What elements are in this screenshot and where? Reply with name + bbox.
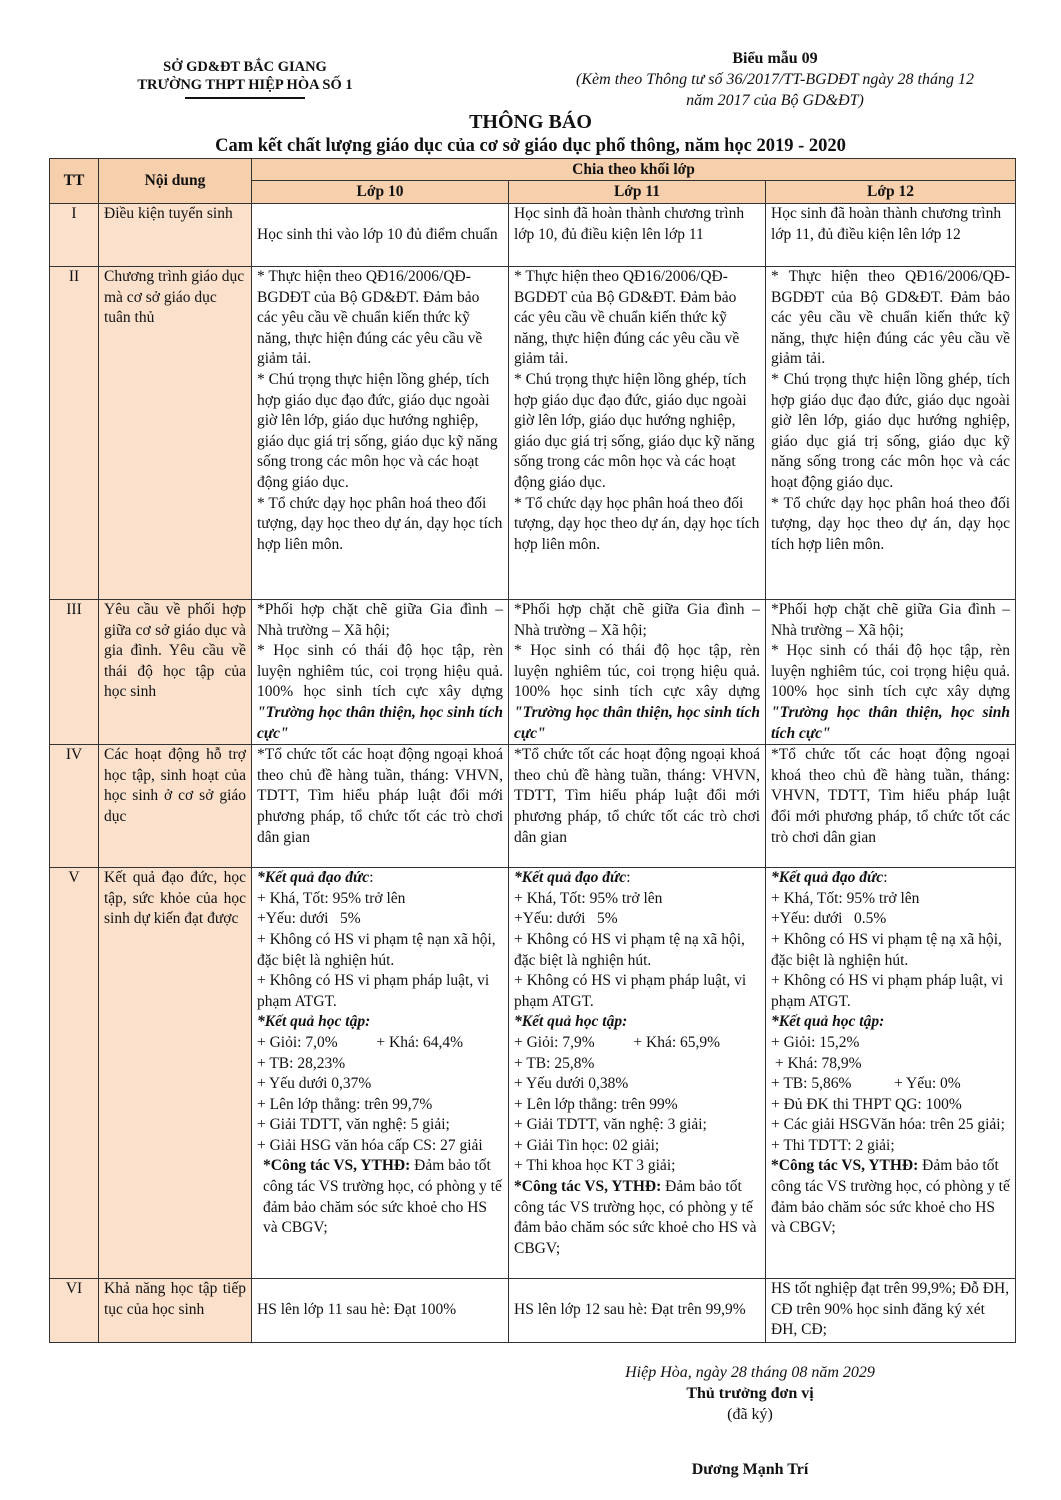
header-tt: TT [50, 159, 99, 204]
cell-paragraph: * Chú trọng thực hiện lồng ghép, tích hợp giáo dục đạo đức, giáo dục ngoài giờ lên lớp, giáo dục hướng nghiệp, giáo dục giá trị sống, giáo dục kỹ năng sống trong các môn học và các hoạt động giáo dục. [771, 370, 1011, 491]
row-content: Yêu cầu về phối hợp giữa cơ sở giáo dục và gia đình. Yêu cầu về thái độ học tập của học sinh [99, 600, 252, 745]
grade-11-cell: *Tổ chức tốt các hoạt động ngoại khoá theo chủ đề hàng tuần, tháng: VHVN, TDTT, Tìm hiểu pháp luật đổi mới phương pháp, tổ chức tốt các trò chơi dân gian [509, 745, 766, 868]
grade-10-cell: Học sinh thi vào lớp 10 đủ điểm chuẩn [252, 204, 509, 267]
cell-paragraph: *Phối hợp chặt chẽ giữa Gia đình – Nhà trường – Xã hội; [514, 601, 760, 639]
health-text: Đảm bảo tốt công tác VS trường học, có phòng y tế đảm bảo chăm sóc sức khoẻ cho HS và CBGV; [263, 1157, 502, 1237]
department-name: SỞ GD&ĐT BẮC GIANG [163, 59, 327, 75]
grade-12-cell: HS tốt nghiệp đạt trên 99,9%; Đỗ ĐH, CĐ trên 90% học sinh đăng ký xét ĐH, CĐ; [766, 1279, 1016, 1343]
cell-paragraph: * Tổ chức dạy học phân hoá theo đối tượng, dạy học theo dự án, dạy học tích hợp liên môn. [514, 494, 760, 553]
result-line: + TB: 28,23% [257, 1054, 346, 1072]
grade-10-cell: HS lên lớp 11 sau hè: Đạt 100% [252, 1279, 509, 1343]
health-heading: *Công tác VS, YTHĐ: [514, 1178, 662, 1196]
result-line: + Không có HS vi phạm tệ nạn xã hội, đặc biệt là nghiện hút. [257, 930, 496, 969]
result-line: + Không có HS vi phạm tệ nạ xã hội, đặc biệt là nghiện hút. [771, 930, 1002, 969]
result-line: + Đủ ĐK thi THPT QG: 100% [771, 1095, 962, 1113]
result-line: + TB: 5,86% + Yếu: 0% [771, 1075, 961, 1093]
grade-10-cell [252, 267, 509, 600]
row-number: II [50, 267, 99, 600]
cell-paragraph: * Học sinh có thái độ học tập, rèn luyện nghiêm túc, coi trọng hiệu quả. 100% học sinh tích cực xây dựng [514, 642, 760, 701]
cell-paragraph: * Chú trọng thực hiện lồng ghép, tích hợp giáo dục đạo đức, giáo dục ngoài giờ lên lớp, giáo dục hướng nghiệp, giáo dục giá trị sống, giáo dục kỹ năng sống trong các môn học và các hoạt động giáo dục. [514, 370, 755, 491]
health-heading: *Công tác VS, YTHĐ: [771, 1157, 919, 1175]
grade-12-cell [766, 267, 1016, 600]
row-number: III [50, 600, 99, 745]
result-line: + Khá, Tốt: 95% trở lên [514, 889, 663, 907]
cell-paragraph: * Tổ chức dạy học phân hoá theo đối tượng, dạy học theo dự án, dạy học tích hợp liên môn. [257, 494, 503, 553]
result-line: + Giỏi: 7,0% + Khá: 64,4% [257, 1033, 464, 1051]
result-line: + Thi TDTT: 2 giải; [771, 1136, 895, 1154]
grade-11-cell: Học sinh đã hoàn thành chương trình lớp 10, đủ điều kiện lên lớp 11 [509, 204, 766, 267]
row-content: Khả năng học tập tiếp tục của học sinh [99, 1279, 252, 1343]
grade-11-cell [509, 267, 766, 600]
row-number: V [50, 868, 99, 1279]
reference-line-1: (Kèm theo Thông tư số 36/2017/TT-BGDĐT ngày 28 tháng 12 [576, 71, 974, 88]
result-line: + Giải TDTT, văn nghệ: 3 giải; [514, 1116, 707, 1134]
ethics-heading: *Kết quả đạo đức [257, 869, 370, 887]
form-number: Biểu mẫu 09 [732, 50, 818, 67]
health-heading: *Công tác VS, YTHĐ: [263, 1157, 411, 1175]
row-content: Chương trình giáo dục mà cơ sở giáo dục tuân thủ [99, 267, 252, 600]
cell-paragraph: * Học sinh có thái độ học tập, rèn luyện nghiêm túc, coi trọng hiệu quả. 100% học sinh tích cực xây dựng [771, 642, 1011, 701]
result-line: + Giải TDTT, văn nghệ: 5 giải; [257, 1116, 450, 1134]
result-line: + Không có HS vi phạm pháp luật, vi phạm ATGT. [771, 972, 1004, 1010]
result-line: + Các giải HSGVăn hóa: trên 25 giải; [771, 1116, 1005, 1134]
grade-11-cell: HS lên lớp 12 sau hè: Đạt trên 99,9% [509, 1279, 766, 1343]
cell-paragraph: * Thực hiện theo QĐ16/2006/QĐ-BGDĐT của Bộ GD&ĐT. Đảm bảo các yêu cầu về chuẩn kiến thức kỹ năng, thực hiện đúng các yêu cầu về giảm tải. [257, 268, 483, 368]
table-row [50, 267, 1016, 600]
row-number: VI [50, 1279, 99, 1343]
cell-paragraph: * Thực hiện theo QĐ16/2006/QĐ-BGDĐT của Bộ GD&ĐT. Đảm bảo các yêu cầu về chuẩn kiến thức kỹ năng, thực hiện đúng các yêu cầu về giảm tải. [514, 268, 740, 368]
signed-note: (đã ký) [727, 1406, 773, 1423]
result-line: +Yếu: dưới 0.5% [771, 910, 887, 928]
ethics-heading: *Kết quả đạo đức [514, 869, 627, 887]
table-row [50, 868, 1016, 1279]
result-line: + Không có HS vi phạm tệ nạ xã hội, đặc biệt là nghiện hút. [514, 930, 745, 969]
signer-role: Thủ trưởng đơn vị [686, 1385, 814, 1402]
document-title: THÔNG BÁO [469, 111, 592, 133]
study-heading: *Kết quả học tập: [771, 1013, 885, 1031]
result-line: + Giải HSG văn hóa cấp CS: 27 giải [257, 1136, 483, 1154]
header-grade-11: Lớp 11 [509, 181, 766, 204]
grade-12-cell: *Kết quả đạo đức: + Khá, Tốt: 95% trở lên +Yếu: dưới 0.5% + Không có HS vi phạm tệ nạ xã hội, đặc biệt là nghiện hút. + Không có HS vi phạm pháp luật, vi phạm ATGT. *Kết quả học tập: + Giỏi: 15,2% + Khá: 78,9% + TB: 5,86% + Yếu: 0% + Đủ ĐK thi THPT QG: 100% + Các giải HSGVăn hóa: trên 25 giải; + Thi TDTT: 2 giải; *Công tác VS, YTHĐ: Đảm bảo tốt công tác VS trường học, có phòng y tế đảm bảo chăm sóc sức khoẻ cho HS và CBGV; [766, 868, 1016, 1279]
cell-paragraph: * Chú trọng thực hiện lồng ghép, tích hợp giáo dục đạo đức, giáo dục ngoài giờ lên lớp, giáo dục hướng nghiệp, giáo dục giá trị sống, giáo dục kỹ năng sống trong các môn học và các hoạt động giáo dục. [257, 370, 498, 491]
result-line: + Giải Tin học: 02 giải; [514, 1136, 660, 1154]
grade-12-cell: Học sinh đã hoàn thành chương trình lớp 11, đủ điều kiện lên lớp 12 [766, 204, 1016, 267]
result-line: + Giỏi: 7,9% + Khá: 65,9% [514, 1033, 721, 1051]
health-text: Đảm bảo tốt công tác VS trường học, có phòng y tế đảm bảo chăm sóc sức khoẻ cho HS và CBGV; [771, 1157, 1010, 1237]
cell-paragraph: * Thực hiện theo QĐ16/2006/QĐ-BGDĐT của Bộ GD&ĐT. Đảm bảo các yêu cầu về chuẩn kiến thức kỹ năng, thực hiện đúng các yêu cầu về giảm tải. [771, 268, 1011, 368]
cell-paragraph: *Phối hợp chặt chẽ giữa Gia đình – Nhà trường – Xã hội; [257, 601, 503, 639]
grade-12-cell: *Tổ chức tốt các hoạt động ngoại khoá theo chủ đề hàng tuần, tháng: VHVN, TDTT, Tìm hiểu pháp luật đổi mới phương pháp, tổ chức tốt các trò chơi dân gian [766, 745, 1016, 868]
cell-paragraph: *Phối hợp chặt chẽ giữa Gia đình – Nhà trường – Xã hội; [771, 601, 1011, 639]
reference-line-2: năm 2017 của Bộ GD&ĐT) [686, 92, 864, 109]
commitment-table [49, 158, 1016, 1343]
grade-10-cell: *Tổ chức tốt các hoạt động ngoại khoá theo chủ đề hàng tuần, tháng: VHVN, TDTT, Tìm hiểu pháp luật đổi mới phương pháp, tổ chức tốt các trò chơi dân gian [252, 745, 509, 868]
table-row [50, 745, 1016, 868]
cell-paragraph: * Tổ chức dạy học phân hoá theo đối tượng, dạy học theo dự án, dạy học tích hợp liên môn. [771, 494, 1011, 553]
result-line: + Không có HS vi phạm pháp luật, vi phạm ATGT. [257, 972, 490, 1010]
result-line: + Giỏi: 15,2% [771, 1033, 860, 1051]
result-line: + Thi khoa học KT 3 giải; [514, 1157, 676, 1175]
motto-quote: "Trường học thân thiện, học sinh tích cực" [514, 703, 760, 742]
signature-block [560, 1362, 940, 1480]
result-line: + Lên lớp thẳng: trên 99,7% [257, 1095, 433, 1113]
result-line: + Không có HS vi phạm pháp luật, vi phạm ATGT. [514, 972, 747, 1010]
result-line: + Khá: 78,9% [771, 1054, 862, 1072]
result-line: + Yếu dưới 0,38% [514, 1075, 629, 1093]
result-line: +Yếu: dưới 5% [514, 910, 618, 928]
row-content: Các hoạt động hỗ trợ học tập, sinh hoạt của học sinh ở cơ sở giáo dục [99, 745, 252, 868]
grade-12-cell [766, 600, 1016, 745]
document-subtitle: Cam kết chất lượng giáo dục của cơ sở giáo dục phổ thông, năm học 2019 - 2020 [215, 136, 846, 156]
header-grade-group: Chia theo khối lớp [252, 159, 1016, 181]
result-line: + Yếu dưới 0,37% [257, 1075, 372, 1093]
header-underline [185, 97, 305, 99]
study-heading: *Kết quả học tập: [514, 1013, 628, 1031]
result-line: + Khá, Tốt: 95% trở lên [771, 889, 920, 907]
grade-11-cell [509, 600, 766, 745]
form-reference-block [530, 48, 1020, 111]
row-number: I [50, 204, 99, 267]
place-date: Hiệp Hòa, ngày 28 tháng 08 năm 2029 [625, 1364, 875, 1381]
row-number: IV [50, 745, 99, 868]
school-name: TRƯỜNG THPT HIỆP HÒA SỐ 1 [137, 77, 353, 93]
health-text: Đảm bảo tốt công tác VS trường học, có phòng y tế đảm bảo chăm sóc sức khoẻ cho HS và CBGV; [514, 1178, 757, 1257]
table-row [50, 204, 1016, 267]
cell-paragraph: * Học sinh có thái độ học tập, rèn luyện nghiêm túc, coi trọng hiệu quả. 100% học sinh tích cực xây dựng [257, 642, 503, 701]
motto-quote: "Trường học thân thiện, học sinh tích cực" [257, 703, 503, 742]
header-grade-12: Lớp 12 [766, 181, 1016, 204]
result-line: +Yếu: dưới 5% [257, 910, 361, 928]
table-row [50, 1279, 1016, 1343]
result-line: + TB: 25,8% [514, 1054, 595, 1072]
issuer-block [95, 58, 395, 99]
row-content: Điều kiện tuyển sinh [99, 204, 252, 267]
row-content: Kết quả đạo đức, học tập, sức khỏe của học sinh dự kiến đạt được [99, 868, 252, 1279]
header-grade-10: Lớp 10 [252, 181, 509, 204]
header-content: Nội dung [99, 159, 252, 204]
grade-10-cell [252, 600, 509, 745]
signer-name: Dương Mạnh Trí [691, 1461, 809, 1478]
grade-11-cell: *Kết quả đạo đức: + Khá, Tốt: 95% trở lên +Yếu: dưới 5% + Không có HS vi phạm tệ nạ xã hội, đặc biệt là nghiện hút. + Không có HS vi phạm pháp luật, vi phạm ATGT. *Kết quả học tập: + Giỏi: 7,9% + Khá: 65,9% + TB: 25,8% + Yếu dưới 0,38% + Lên lớp thẳng: trên 99% + Giải TDTT, văn nghệ: 3 giải; + Giải Tin học: 02 giải; + Thi khoa học KT 3 giải; *Công tác VS, YTHĐ: Đảm bảo tốt công tác VS trường học, có phòng y tế đảm bảo chăm sóc sức khoẻ cho HS và CBGV; [509, 868, 766, 1279]
result-line: + Lên lớp thẳng: trên 99% [514, 1095, 678, 1113]
ethics-heading: *Kết quả đạo đức [771, 869, 884, 887]
result-line: + Khá, Tốt: 95% trở lên [257, 889, 406, 907]
study-heading: *Kết quả học tập: [257, 1013, 371, 1031]
grade-10-cell: *Kết quả đạo đức: + Khá, Tốt: 95% trở lên +Yếu: dưới 5% + Không có HS vi phạm tệ nạn xã hội, đặc biệt là nghiện hút. + Không có HS vi phạm pháp luật, vi phạm ATGT. *Kết quả học tập: + Giỏi: 7,0% + Khá: 64,4% + TB: 28,23% + Yếu dưới 0,37% + Lên lớp thẳng: trên 99,7% + Giải TDTT, văn nghệ: 5 giải; + Giải HSG văn hóa cấp CS: 27 giải *Công tác VS, YTHĐ: Đảm bảo tốt công tác VS trường học, có phòng y tế đảm bảo chăm sóc sức khoẻ cho HS và CBGV; [252, 868, 509, 1279]
table-row [50, 600, 1016, 745]
motto-quote: "Trường học thân thiện, học sinh tích cực" [771, 703, 1011, 742]
